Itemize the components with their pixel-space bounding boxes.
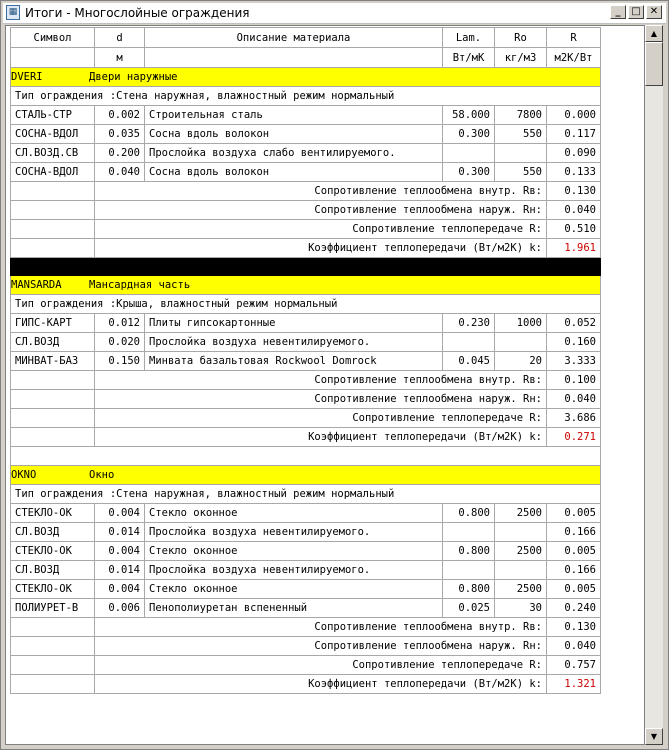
- blank-cell: [11, 428, 95, 447]
- resistance-inner-label: Сопротивление теплообмена внутр. Rв:: [95, 182, 547, 201]
- maximize-button[interactable]: □: [628, 5, 644, 19]
- section-type: Тип ограждения :Стена наружная, влажностный режим нормальный: [11, 485, 601, 504]
- layer-lambda: 0.230: [443, 314, 495, 333]
- layer-symbol: СЛ.ВОЗД: [11, 333, 95, 352]
- layer-lambda: 0.800: [443, 580, 495, 599]
- layer-symbol: СТЕКЛО-ОК: [11, 542, 95, 561]
- resistance-total-label: Сопротивление теплопередаче R:: [95, 220, 547, 239]
- heat-transfer-coef-value: 1.321: [547, 675, 601, 694]
- layer-symbol: ГИПС-КАРТ: [11, 314, 95, 333]
- resistance-outer-label: Сопротивление теплообмена наруж. Rн:: [95, 390, 547, 409]
- layer-resistance: 0.090: [547, 144, 601, 163]
- layer-symbol: СЛ.ВОЗД.СВ: [11, 144, 95, 163]
- resistance-inner-label: Сопротивление теплообмена внутр. Rв:: [95, 618, 547, 637]
- layer-density: 2500: [495, 542, 547, 561]
- units-row: [11, 48, 601, 68]
- table-row: [11, 314, 601, 333]
- layer-density: [495, 561, 547, 580]
- layer-resistance: 0.005: [547, 580, 601, 599]
- heat-transfer-coef-label: Коэффициент теплопередачи (Вт/м2К) k:: [95, 675, 547, 694]
- blank-cell: [11, 239, 95, 258]
- blank-cell: [11, 656, 95, 675]
- section-type-row: [11, 295, 601, 314]
- layer-lambda: [443, 561, 495, 580]
- col-symbol: Символ: [11, 28, 95, 48]
- layer-lambda: 0.025: [443, 599, 495, 618]
- section-type-row: [11, 87, 601, 106]
- layer-resistance: 0.052: [547, 314, 601, 333]
- table-row: [11, 504, 601, 523]
- col-ro: Ro: [495, 28, 547, 48]
- heat-transfer-coef-value: 1.961: [547, 239, 601, 258]
- resistance-outer-row: [11, 637, 601, 656]
- section-title-row: [11, 276, 601, 295]
- resistance-outer-value: 0.040: [547, 201, 601, 220]
- table-row: [11, 106, 601, 125]
- section-name: Двери наружные: [89, 71, 178, 83]
- layer-description: Пенополиуретан вспененный: [145, 599, 443, 618]
- layer-lambda: 0.300: [443, 163, 495, 182]
- blank-cell: [11, 675, 95, 694]
- layer-thickness: 0.035: [95, 125, 145, 144]
- scroll-down-icon[interactable]: ▼: [645, 728, 663, 745]
- table-row: [11, 144, 601, 163]
- layer-resistance: 3.333: [547, 352, 601, 371]
- section-code: OKNO: [11, 469, 37, 481]
- layer-thickness: 0.006: [95, 599, 145, 618]
- layer-symbol: СЛ.ВОЗД: [11, 561, 95, 580]
- layer-resistance: 0.160: [547, 333, 601, 352]
- layer-lambda: 0.800: [443, 542, 495, 561]
- layer-symbol: СОСНА-ВДОЛ: [11, 163, 95, 182]
- heat-transfer-coef-label: Коэффициент теплопередачи (Вт/м2К) k:: [95, 428, 547, 447]
- table-row: [11, 333, 601, 352]
- blank-cell: [11, 390, 95, 409]
- table-row: [11, 163, 601, 182]
- resistance-total-value: 3.686: [547, 409, 601, 428]
- layer-description: Прослойка воздуха невентилируемого.: [145, 523, 443, 542]
- layer-resistance: 0.005: [547, 542, 601, 561]
- layer-description: Прослойка воздуха невентилируемого.: [145, 561, 443, 580]
- resistance-total-value: 0.510: [547, 220, 601, 239]
- scroll-thumb[interactable]: [645, 42, 663, 86]
- section-name: Мансардная часть: [89, 279, 191, 291]
- layer-lambda: [443, 333, 495, 352]
- unit-symbol: [11, 48, 95, 68]
- resistance-total-label: Сопротивление теплопередаче R:: [95, 656, 547, 675]
- col-description: Описание материала: [145, 28, 443, 48]
- section-name: Окно: [89, 469, 115, 481]
- layer-lambda: 0.800: [443, 504, 495, 523]
- layer-lambda: 58.000: [443, 106, 495, 125]
- layer-lambda: 0.045: [443, 352, 495, 371]
- resistance-total-label: Сопротивление теплопередаче R:: [95, 409, 547, 428]
- col-lam: Lam.: [443, 28, 495, 48]
- section-code: DVERI: [11, 71, 43, 83]
- table-row: [11, 125, 601, 144]
- header-row: [11, 28, 601, 48]
- resistance-inner-label: Сопротивление теплообмена внутр. Rв:: [95, 371, 547, 390]
- results-pane: [5, 25, 645, 745]
- resistance-inner-value: 0.130: [547, 618, 601, 637]
- layer-lambda: 0.300: [443, 125, 495, 144]
- layer-density: 7800: [495, 106, 547, 125]
- col-d: d: [95, 28, 145, 48]
- blank-cell: [11, 182, 95, 201]
- layer-density: 550: [495, 163, 547, 182]
- vertical-scrollbar[interactable]: [645, 25, 663, 745]
- layer-description: Сосна вдоль волокон: [145, 125, 443, 144]
- table-row: [11, 599, 601, 618]
- blank-cell: [11, 447, 601, 466]
- minimize-button[interactable]: _: [610, 5, 626, 19]
- heat-transfer-coef-row: [11, 239, 601, 258]
- section-type: Тип ограждения :Крыша, влажностный режим нормальный: [11, 295, 601, 314]
- layer-density: [495, 144, 547, 163]
- heat-transfer-coef-row: [11, 428, 601, 447]
- resistance-inner-value: 0.130: [547, 182, 601, 201]
- table-row: [11, 523, 601, 542]
- layer-symbol: ПОЛИУРЕТ-В: [11, 599, 95, 618]
- resistance-inner-value: 0.100: [547, 371, 601, 390]
- layer-thickness: 0.040: [95, 163, 145, 182]
- heat-transfer-coef-value: 0.271: [547, 428, 601, 447]
- layer-resistance: 0.005: [547, 504, 601, 523]
- table-row: [11, 580, 601, 599]
- layer-resistance: 0.166: [547, 523, 601, 542]
- layer-symbol: СЛ.ВОЗД: [11, 523, 95, 542]
- layer-thickness: 0.012: [95, 314, 145, 333]
- layer-symbol: СТЕКЛО-ОК: [11, 504, 95, 523]
- resistance-outer-value: 0.040: [547, 390, 601, 409]
- layer-density: 1000: [495, 314, 547, 333]
- resistance-total-row: [11, 656, 601, 675]
- layer-density: 2500: [495, 580, 547, 599]
- window-title: Итоги - Многослойные ограждения: [25, 6, 250, 20]
- layer-description: Стекло оконное: [145, 542, 443, 561]
- layer-symbol: МИНВАТ-БАЗ: [11, 352, 95, 371]
- layer-description: Стекло оконное: [145, 504, 443, 523]
- layer-description: Сосна вдоль волокон: [145, 163, 443, 182]
- unit-ro: кг/м3: [495, 48, 547, 68]
- layer-thickness: 0.004: [95, 504, 145, 523]
- resistance-total-row: [11, 220, 601, 239]
- layer-description: Строительная сталь: [145, 106, 443, 125]
- resistance-outer-label: Сопротивление теплообмена наруж. Rн:: [95, 637, 547, 656]
- layer-resistance: 0.133: [547, 163, 601, 182]
- resistance-outer-label: Сопротивление теплообмена наруж. Rн:: [95, 201, 547, 220]
- resistance-outer-value: 0.040: [547, 637, 601, 656]
- blank-row: [11, 447, 601, 466]
- unit-lam: Вт/мК: [443, 48, 495, 68]
- unit-d: м: [95, 48, 145, 68]
- layer-density: 20: [495, 352, 547, 371]
- blank-cell: [11, 618, 95, 637]
- layer-density: 550: [495, 125, 547, 144]
- close-button[interactable]: ✕: [646, 5, 662, 19]
- layer-thickness: 0.200: [95, 144, 145, 163]
- resistance-outer-row: [11, 390, 601, 409]
- heat-transfer-coef-row: [11, 675, 601, 694]
- layer-description: Прослойка воздуха слабо вентилируемого.: [145, 144, 443, 163]
- table-row: [11, 352, 601, 371]
- separator-bar: [11, 258, 601, 276]
- section-type-row: [11, 485, 601, 504]
- col-r: R: [547, 28, 601, 48]
- table-row: [11, 542, 601, 561]
- separator-cell: [11, 258, 601, 276]
- layer-thickness: 0.150: [95, 352, 145, 371]
- layer-density: 30: [495, 599, 547, 618]
- blank-cell: [11, 371, 95, 390]
- layer-thickness: 0.014: [95, 561, 145, 580]
- layer-description: Минвата базальтовая Rockwool Domrock: [145, 352, 443, 371]
- unit-description: [145, 48, 443, 68]
- layer-resistance: 0.240: [547, 599, 601, 618]
- layer-description: Плиты гипсокартонные: [145, 314, 443, 333]
- layer-thickness: 0.020: [95, 333, 145, 352]
- resistance-outer-row: [11, 201, 601, 220]
- blank-cell: [11, 220, 95, 239]
- scroll-up-icon[interactable]: ▲: [645, 25, 663, 42]
- app-icon[interactable]: ▦: [6, 5, 20, 20]
- resistance-total-value: 0.757: [547, 656, 601, 675]
- section-title: [11, 68, 601, 87]
- section-title: [11, 466, 601, 485]
- layer-thickness: 0.004: [95, 542, 145, 561]
- section-type: Тип ограждения :Стена наружная, влажностный режим нормальный: [11, 87, 601, 106]
- layer-resistance: 0.166: [547, 561, 601, 580]
- layer-symbol: СТЕКЛО-ОК: [11, 580, 95, 599]
- blank-cell: [11, 637, 95, 656]
- resistance-inner-row: [11, 182, 601, 201]
- section-title-row: [11, 466, 601, 485]
- layer-lambda: [443, 144, 495, 163]
- unit-r: м2К/Вт: [547, 48, 601, 68]
- section-title-row: [11, 68, 601, 87]
- layer-thickness: 0.002: [95, 106, 145, 125]
- section-title: [11, 276, 601, 295]
- layer-description: Стекло оконное: [145, 580, 443, 599]
- title-bar[interactable]: [3, 3, 666, 24]
- layer-thickness: 0.014: [95, 523, 145, 542]
- layer-resistance: 0.117: [547, 125, 601, 144]
- layer-symbol: СОСНА-ВДОЛ: [11, 125, 95, 144]
- layer-symbol: СТАЛЬ-СТР: [11, 106, 95, 125]
- layer-density: [495, 523, 547, 542]
- layer-description: Прослойка воздуха невентилируемого.: [145, 333, 443, 352]
- layer-resistance: 0.000: [547, 106, 601, 125]
- layer-density: [495, 333, 547, 352]
- resistance-inner-row: [11, 371, 601, 390]
- results-table: [10, 27, 601, 694]
- resistance-total-row: [11, 409, 601, 428]
- layer-density: 2500: [495, 504, 547, 523]
- layer-thickness: 0.004: [95, 580, 145, 599]
- section-code: MANSARDA: [11, 279, 62, 291]
- blank-cell: [11, 409, 95, 428]
- table-row: [11, 561, 601, 580]
- blank-cell: [11, 201, 95, 220]
- layer-lambda: [443, 523, 495, 542]
- heat-transfer-coef-label: Коэффициент теплопередачи (Вт/м2К) k:: [95, 239, 547, 258]
- resistance-inner-row: [11, 618, 601, 637]
